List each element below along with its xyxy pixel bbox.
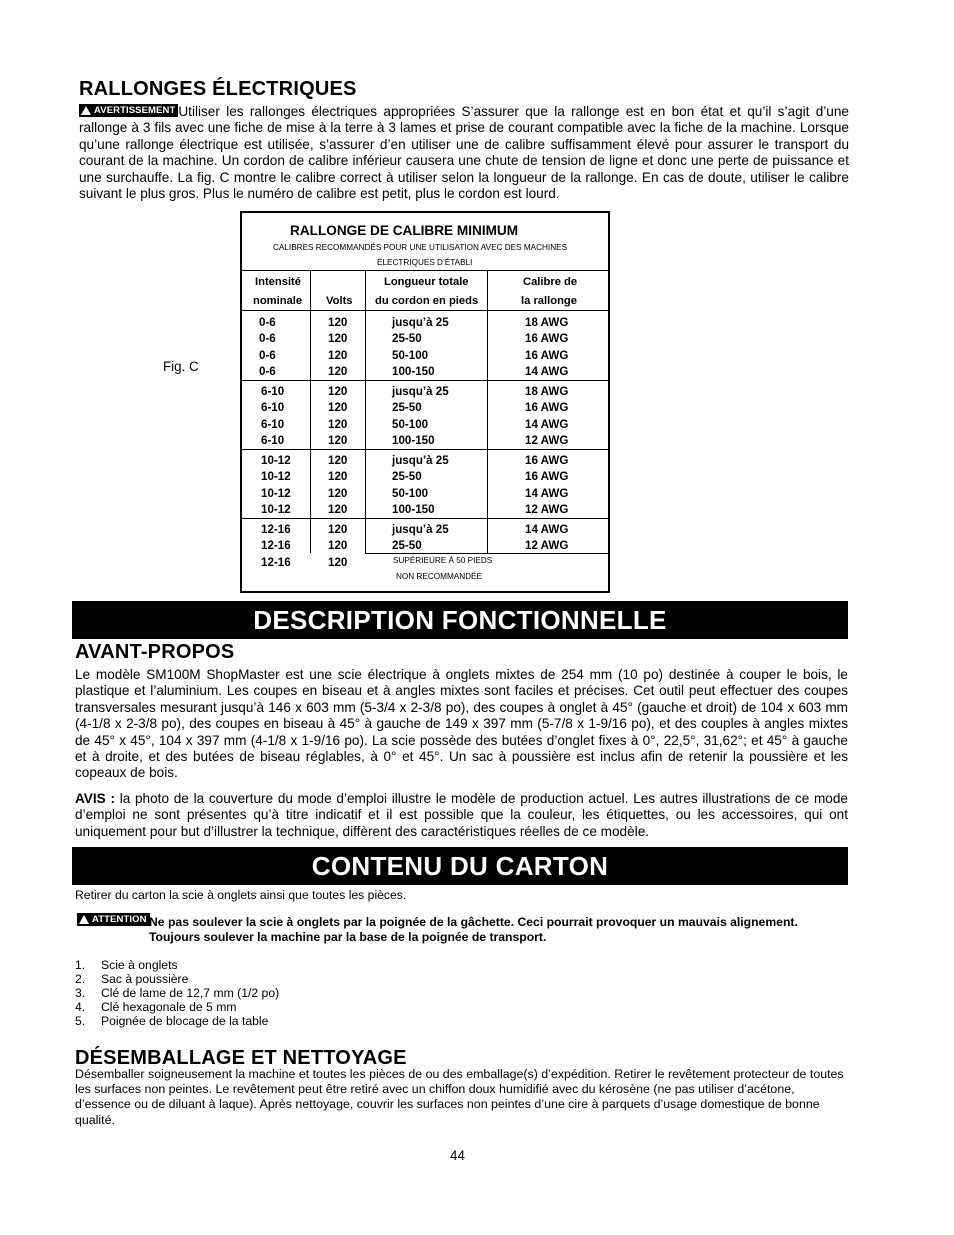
header-volts: Volts (326, 295, 353, 307)
cell-amps: 6-10 (261, 385, 285, 398)
list-item: 2. Sac à poussière (75, 972, 189, 986)
cell-amps: 10-12 (261, 470, 291, 484)
caution-triangle-icon (79, 915, 89, 924)
foreword-heading: AVANT-PROPOS (75, 641, 235, 663)
cell-volts: 120 (328, 523, 348, 536)
cell-volts: 120 (328, 385, 348, 398)
cell-gauge: 16 AWG (525, 454, 569, 467)
cell-gauge: 14 AWG (525, 417, 569, 431)
contents-intro: Retirer du carton la scie à onglets ainsi que toutes les pièces. (75, 888, 407, 902)
cell-amps: 6-10 (261, 434, 285, 448)
foreword-paragraph: Le modèle SM100M ShopMaster est une scie électrique à onglets mixtes de 254 mm (10 po) destinée à couper le bois, le plastique et l’aluminium. Les coupes en biseau et à angles mixtes sont faciles et précises. Cet outil peut effectuer des coupes transversales mesurant jusqu’à 146 x 603 mm (5-3/4 x 2-3/8 po), des coupes à onglet à 45° (gauche et droit) de 104 x 603 mm (4-1/8 x 2-3/8 po), des coupes en biseau à 45° à gauche de 149 x 397 mm (5-7/8 x 1-9/16 po), et des couples à angles mixtes de 45° x 45°, 104 x 397 mm (4-1/8 x 1-9/16 po). La scie possède des butées d’onglet fixes à 0°, 22,5°, 31,62°; et 45° à gauche et à droite, et des butées de biseau réglables, à 0° et 45°. Un sac à poussière est inclus afin de retenir la poussière et les copeaux de bois. (75, 667, 848, 781)
cell-amps: 12-16 (261, 523, 291, 536)
cell-length: jusqu’à 25 (392, 316, 449, 329)
cell-length: 25-50 (392, 539, 422, 553)
table-subtitle-2: ÉLECTRIQUES D’ÉTABLI (377, 258, 473, 267)
cell-gauge: 16 AWG (525, 348, 569, 362)
table-note-2: NON RECOMMANDÉE (396, 572, 482, 581)
header-length-1: Longueur totale (384, 276, 469, 288)
cell-amps: 10-12 (261, 486, 291, 500)
cell-length: 50-100 (392, 417, 429, 431)
list-item: 3. Clé de lame de 12,7 mm (1/2 po) (75, 986, 280, 1000)
cell-length: 25-50 (392, 470, 422, 484)
notice-label: AVIS : (75, 791, 115, 806)
notice-text: la photo de la couverture du mode d’emploi illustre le modèle de production actuel. Les autres illustrations de ce mode d’emploi ne sont présentes qu’à titre indicatif et il est possible que la couleur, les étiquettes, ou les accessoires, qui ont uniquement pour but d’illustrer la technique, diffèrent des caractéristiques réelles de ce modèle. (75, 791, 848, 839)
cell-volts: 120 (328, 365, 348, 379)
cell-gauge: 14 AWG (525, 365, 569, 379)
cell-amps: 10-12 (261, 503, 291, 517)
cell-gauge: 12 AWG (525, 539, 569, 553)
cell-length: 25-50 (392, 332, 422, 346)
table-note-1: SUPÉRIEURE À 50 PIEDS (393, 556, 493, 565)
description-banner: DESCRIPTION FONCTIONNELLE (72, 601, 848, 639)
cell-volts: 120 (328, 348, 348, 362)
cell-volts: 120 (328, 316, 348, 329)
cell-volts: 120 (328, 332, 348, 346)
cell-amps: 6-10 (261, 401, 285, 415)
caution-badge: ATTENTION (77, 913, 150, 926)
cell-amps: 0-6 (259, 316, 276, 329)
cell-length: 25-50 (392, 401, 422, 415)
cell-length: 100-150 (392, 434, 435, 448)
cell-volts: 120 (328, 555, 348, 569)
list-item: 5. Poignée de blocage de la table (75, 1014, 269, 1028)
cell-length: 100-150 (392, 503, 435, 517)
list-item: 1. Scie à onglets (75, 958, 178, 972)
cell-length: 50-100 (392, 486, 429, 500)
cell-length: jusqu’à 25 (392, 385, 449, 398)
cell-gauge: 16 AWG (525, 332, 569, 346)
extension-paragraph (79, 104, 849, 202)
table-subtitle-1: CALIBRES RECOMMANDÉS POUR UNE UTILISATION AVEC DES MACHINES (273, 243, 568, 252)
header-amp-2: nominale (253, 295, 303, 307)
unpacking-heading: DÉSEMBALLAGE ET NETTOYAGE (75, 1047, 407, 1069)
cell-gauge: 16 AWG (525, 401, 569, 415)
cell-gauge: 12 AWG (525, 503, 569, 517)
unpacking-paragraph: Désemballer soigneusement la machine et toutes les pièces de ou des emballage(s) d’expédition. Retirer le revêtement protecteur de toutes les surfaces non peintes. Le revêtement peut être retiré avec un chiffon doux humidifié avec du kérosène (ne pas utiliser d’acétone, d’essence ou de diluant à laque). Après nettoyage, couvrir les surfaces non peintes d’une cire à parquets d’usage domestique de bonne qualité. (75, 1067, 844, 1127)
header-gauge-2: la rallonge (521, 295, 577, 307)
cell-gauge: 12 AWG (525, 434, 569, 448)
cell-gauge: 16 AWG (525, 470, 569, 484)
cell-amps: 6-10 (261, 417, 285, 431)
cell-gauge: 18 AWG (525, 385, 569, 398)
cell-gauge: 14 AWG (525, 486, 569, 500)
header-length-2: du cordon en pieds (375, 295, 479, 307)
cell-volts: 120 (328, 417, 348, 431)
list-item: 4. Clé hexagonale de 5 mm (75, 1000, 237, 1014)
cell-volts: 120 (328, 503, 348, 517)
header-gauge-1: Calibre de (523, 276, 578, 288)
caution-line-1: Ne pas soulever la scie à onglets par la poignée de la gâchette. Ceci pourrait provoquer un mauvais alignement. (149, 915, 798, 929)
extension-text: Utiliser les rallonges électriques appropriées S’assurer que la rallonge est en bon état et qu’il s’agit d’une rallonge à 3 fils avec une fiche de mise à la terre à 3 lames et prise de courant compatible avec la fiche de la machine. Lorsque qu’une rallonge électrique est utilisée, s’assurer d’en utiliser une de calibre suffisamment élevé pour assurer le transport du courant de la machine. Un cordon de calibre inférieur causera une chute de tension de ligne et donc une perte de puissance et une surchauffe. La fig. C montre le calibre correct à utiliser selon la longueur de la rallonge. En cas de doute, utiliser le calibre suivant le plus gros. Plus le numéro de calibre est petit, plus le cordon est lourd. (79, 104, 849, 202)
notice-paragraph (75, 791, 848, 840)
cell-amps: 12-16 (261, 555, 291, 569)
cell-amps: 10-12 (261, 454, 291, 467)
page-number: 44 (450, 1148, 465, 1163)
gauge-table (240, 211, 610, 593)
cell-length: jusqu’à 25 (392, 523, 449, 536)
cell-length: 50-100 (392, 348, 429, 362)
cell-length: 100-150 (392, 365, 435, 379)
cell-length: jusqu’à 25 (392, 454, 449, 467)
table-title: RALLONGE DE CALIBRE MINIMUM (290, 223, 519, 238)
cell-volts: 120 (328, 539, 348, 553)
contents-list (75, 958, 279, 1028)
fig-label: Fig. C (163, 359, 199, 374)
cell-amps: 0-6 (259, 365, 276, 379)
cell-gauge: 14 AWG (525, 523, 569, 536)
extension-heading: RALLONGES ÉLECTRIQUES (79, 78, 357, 100)
cell-amps: 12-16 (261, 539, 291, 553)
cell-gauge: 18 AWG (525, 316, 569, 329)
caution-line-2: Toujours soulever la machine par la base de la poignée de transport. (149, 930, 547, 944)
header-amp-1: Intensité (255, 276, 302, 288)
warning-badge: AVERTISSEMENT (79, 104, 178, 117)
cell-volts: 120 (328, 470, 348, 484)
cell-amps: 0-6 (259, 332, 276, 346)
cell-volts: 120 (328, 401, 348, 415)
cell-volts: 120 (328, 486, 348, 500)
cell-amps: 0-6 (259, 348, 276, 362)
cell-volts: 120 (328, 454, 348, 467)
warning-triangle-icon (81, 106, 91, 115)
contents-banner: CONTENU DU CARTON (72, 847, 848, 885)
cell-volts: 120 (328, 434, 348, 448)
